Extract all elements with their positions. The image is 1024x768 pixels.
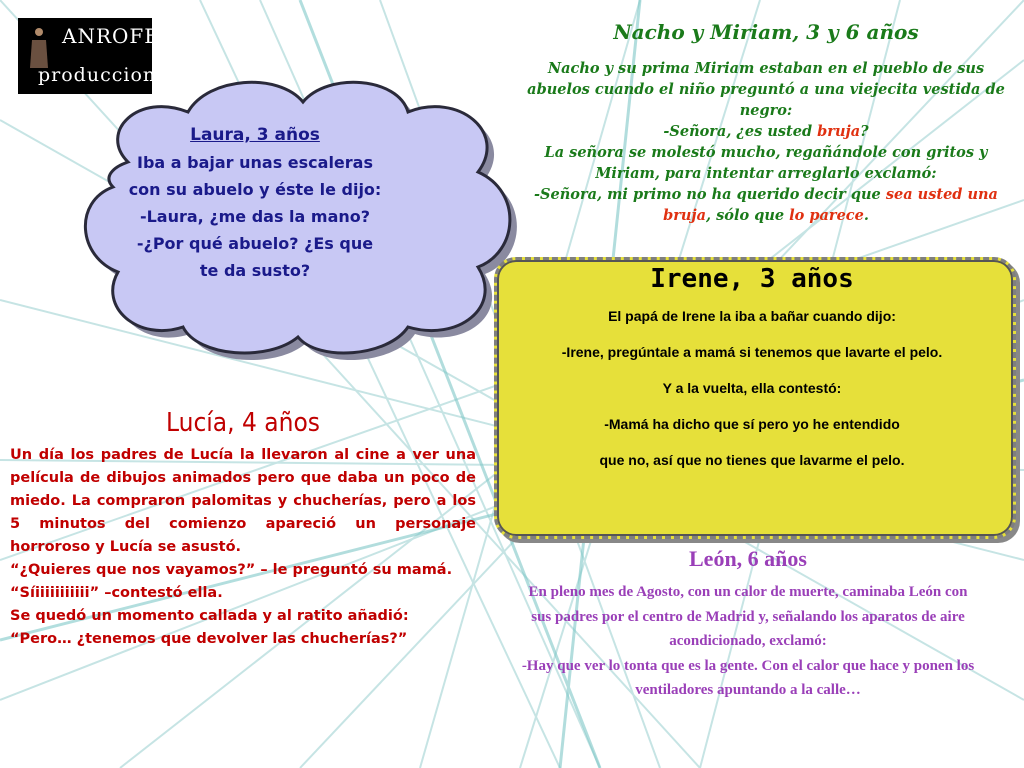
anrofer-logo (18, 18, 180, 94)
leon-title: León, 6 años (689, 546, 807, 571)
irene-line: Y a la vuelta, ella contestó: (662, 380, 842, 396)
nacho-text: . (863, 207, 869, 224)
nacho-text: -Señora, mi primo no ha querido decir que (534, 186, 886, 203)
laura-line: Iba a bajar unas escaleras (136, 153, 373, 172)
lucia-paragraph: “Pero… ¿tenemos que devolver las chucherías?” (10, 631, 408, 647)
nacho-text: -Señora, ¿es usted (663, 123, 818, 140)
nacho-highlight: lo parece (789, 207, 864, 224)
irene-story (498, 264, 1006, 488)
nacho-miriam-story (520, 20, 1012, 226)
laura-line: -¿Por qué abuelo? ¿Es que (136, 234, 374, 253)
leon-paragraph: -Hay que ver lo tonta que es la gente. Con el calor que hace y ponen los ventiladores apuntando a la calle… (521, 657, 975, 698)
nacho-paragraph: La señora se molestó mucho, regañándole con gritos y Miriam, para intentar arreglarlo exclamó: (544, 144, 988, 182)
irene-line: -Mamá ha dicho que sí pero yo he entendido (604, 416, 900, 432)
nacho-paragraph (520, 121, 1012, 142)
nacho-text: ? (860, 123, 869, 140)
leon-paragraph: En pleno mes de Agosto, con un calor de muerte, caminaba León con sus padres por el centro de Madrid y, señalando los aparatos de aire acondicionado, exclamó: (528, 584, 968, 649)
nacho-text: , sólo que (706, 207, 790, 224)
nacho-highlight: bruja (817, 123, 861, 140)
logo-subtitle: producciones (38, 64, 180, 86)
nacho-paragraph: Nacho y su prima Miriam estaban en el pueblo de sus abuelos cuando el niño preguntó a una viejecita vestida de negro: (527, 60, 1005, 119)
nacho-highlight: sea usted una bruja (663, 186, 998, 224)
irene-line: que no, así que no tienes que lavarme el pelo. (599, 452, 905, 468)
lucia-story (10, 408, 476, 651)
irene-line: -Irene, pregúntale a mamá si tenemos que lavarte el pelo. (561, 344, 943, 360)
lucia-paragraph: “Síiiiiiiiiiii” –contestó ella. (10, 585, 223, 601)
lucia-paragraph: Un día los padres de Lucía la llevaron al cine a ver una película de dibujos animados pero que daba un poco de miedo. La compraron palomitas y chucherías, pero a los 5 minutos del comienzo apareció un personaje horroroso y Lucía se asustó. (10, 447, 476, 555)
nacho-title: Nacho y Miriam, 3 y 6 años (613, 20, 919, 44)
laura-story (100, 122, 410, 284)
irene-line: El papá de Irene la iba a bañar cuando dijo: (608, 308, 896, 324)
nacho-paragraph (520, 184, 1012, 226)
laura-line: -Laura, ¿me das la mano? (139, 207, 371, 226)
laura-line: con su abuelo y éste le dijo: (128, 180, 382, 199)
irene-title: Irene, 3 años (650, 264, 854, 294)
lucia-title: Lucía, 4 años (166, 408, 320, 438)
leon-story (520, 546, 976, 703)
logo-name: ANROFER (62, 24, 176, 48)
laura-line: te da susto? (199, 261, 311, 280)
lucia-paragraph: Se quedó un momento callada y al ratito añadió: (10, 608, 409, 624)
lucia-paragraph: “¿Quieres que nos vayamos?” – le preguntó su mamá. (10, 562, 453, 578)
laura-title: Laura, 3 años (190, 125, 320, 145)
